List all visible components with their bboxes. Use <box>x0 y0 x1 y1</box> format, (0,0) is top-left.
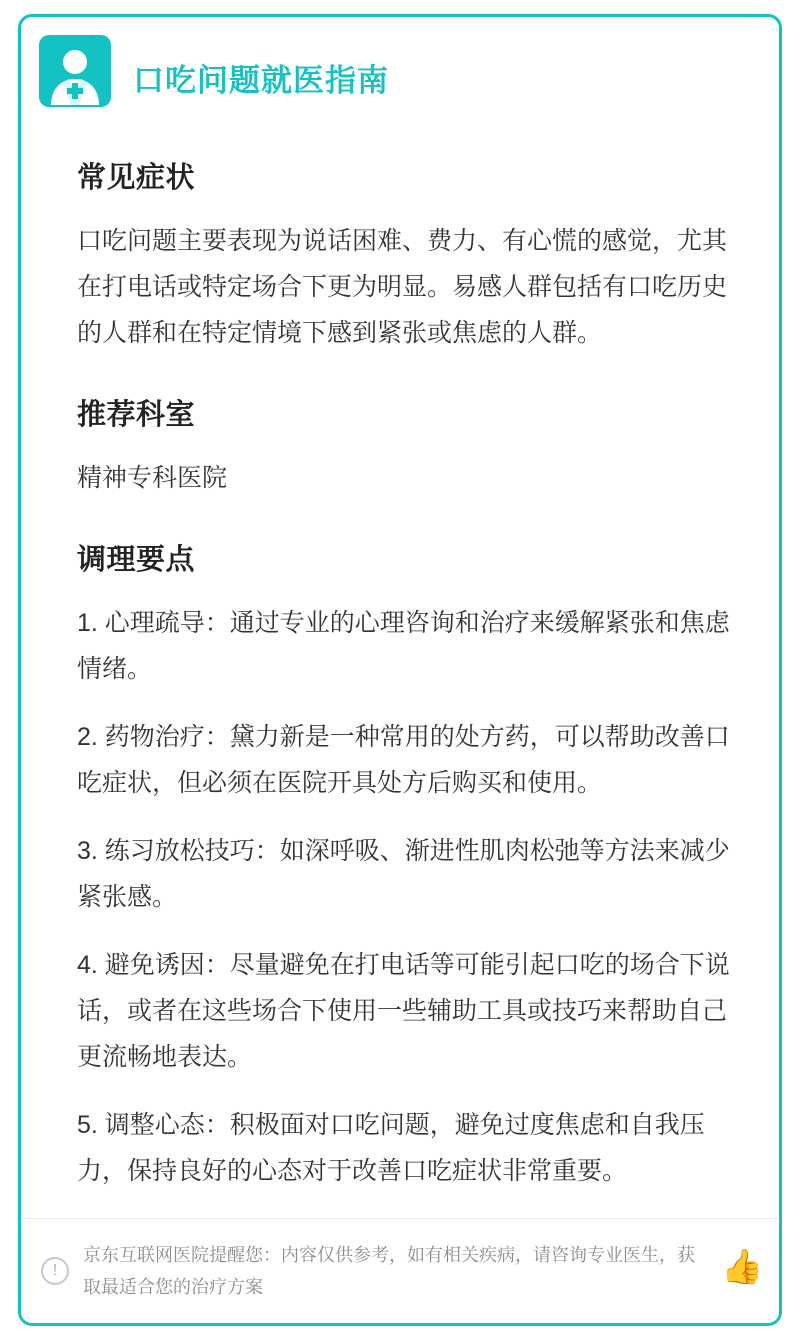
list-item: 3. 练习放松技巧：如深呼吸、渐进性肌肉松弛等方法来减少紧张感。 <box>77 837 730 911</box>
thumbs-up-icon[interactable]: 👍 <box>721 1248 764 1286</box>
page-title: 口吃问题就医指南 <box>133 63 389 98</box>
section-heading-care-points: 调理要点 <box>77 544 196 576</box>
card-body <box>21 109 779 1194</box>
list-item: 1. 心理疏导：通过专业的心理咨询和治疗来缓解紧张和焦虑情绪。 <box>77 609 730 683</box>
doctor-avatar-icon <box>39 35 111 107</box>
card-footer <box>21 1218 779 1323</box>
section-text-symptoms: 口吃问题主要表现为说话困难、费力、有心慌的感觉，尤其在打电话或特定场合下更为明显。易感人群包括有口吃历史的人群和在特定情境下感到紧张或焦虑的人群。 <box>77 227 728 347</box>
list-item: 2. 药物治疗：黛力新是一种常用的处方药，可以帮助改善口吃症状，但必须在医院开具处方后购买和使用。 <box>77 723 730 797</box>
section-heading-symptoms: 常见症状 <box>77 162 196 194</box>
care-points-list <box>77 600 735 1194</box>
guide-card <box>18 14 782 1326</box>
list-item: 5. 调整心态：积极面对口吃问题，避免过度焦虑和自我压力，保持良好的心态对于改善口吃症状非常重要。 <box>77 1111 705 1185</box>
section-heading-department: 推荐科室 <box>77 399 196 431</box>
footer-disclaimer: 京东互联网医院提醒您：内容仅供参考，如有相关疾病，请咨询专业医生，获取最适合您的治疗方案 <box>83 1245 695 1297</box>
info-icon: ! <box>41 1257 69 1285</box>
list-item: 4. 避免诱因：尽量避免在打电话等可能引起口吃的场合下说话，或者在这些场合下使用一些辅助工具或技巧来帮助自己更流畅地表达。 <box>77 951 730 1071</box>
section-text-department: 精神专科医院 <box>77 464 228 492</box>
card-header <box>21 17 779 109</box>
